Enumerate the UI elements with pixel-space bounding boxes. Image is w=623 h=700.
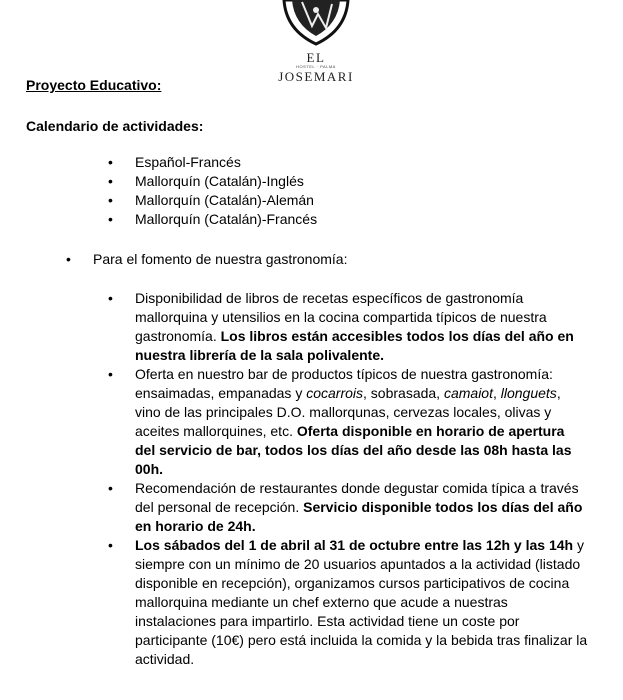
item-text: y siempre con un mínimo de 20 usuarios apuntados a la actividad (listado disponible en recepción), organizamos cursos participativos de cocina mallorquina mediante un chef externo que acude a nuestras instalaciones para impartirlo. Esta actividad tiene un coste por participante (10€) pero está incluida la comida y la bebida tras finalizar la actividad. [135, 537, 588, 667]
list-item: • Mallorquín (Catalán)-Inglés [108, 172, 317, 191]
list-item [108, 479, 588, 536]
list-item: • Español-Francés [108, 153, 317, 172]
item-highlight: Los sábados del 1 de abril al 31 de octubre entre las 12h y las 14h [135, 537, 574, 553]
list-item: • Mallorquín (Catalán)-Alemán [108, 191, 317, 210]
logo-brand-name: EL JOSEMARI [278, 50, 354, 84]
item-text: , vino de las principales D.O. mallorqunas, cervezas locales, olivas y aceites mallorquines, etc. [135, 385, 561, 439]
item-highlight: Los libros están accesibles todos los días del año en nuestra librería de la sala polivalente. [135, 328, 574, 363]
logo [268, 0, 364, 84]
gastronomy-intro: • Para el fomento de nuestra gastronomía: [66, 250, 347, 269]
section-heading: Calendario de actividades: [26, 118, 204, 134]
item-italic: camaiot [443, 385, 493, 401]
list-item [108, 289, 588, 365]
logo-emblem-icon [278, 0, 354, 46]
list-item [108, 536, 588, 669]
list-item: • Mallorquín (Catalán)-Francés [108, 210, 317, 229]
item-text: , [492, 385, 501, 401]
list-item [108, 365, 588, 479]
logo-subtitle: HOSTEL · PALMA [296, 64, 336, 69]
item-italic: llonguets [500, 385, 557, 401]
item-highlight: Servicio disponible todos los días del año en horario de 24h. [135, 499, 583, 534]
item-italic: cocarrois [306, 385, 364, 401]
language-list [108, 153, 317, 229]
item-highlight: Oferta disponible en horario de apertura del servicio de bar, todos los días del año desde las 08h hasta las 00h. [135, 423, 572, 477]
item-text: Disponibilidad de libros de recetas específicos de gastronomía mallorquina y utensilios en la cocina compartida típicos de nuestra gastronomía. [135, 290, 547, 344]
page-title: Proyecto Educativo: [26, 77, 162, 93]
gastronomy-list [108, 289, 588, 669]
item-text: , sobrasada, [363, 385, 444, 401]
item-text: Recomendación de restaurantes donde degustar comida típica a través del personal de recepción. [135, 480, 579, 515]
item-text: Oferta en nuestro bar de productos típicos de nuestra gastronomía: ensaimadas, empanadas y [135, 366, 553, 401]
